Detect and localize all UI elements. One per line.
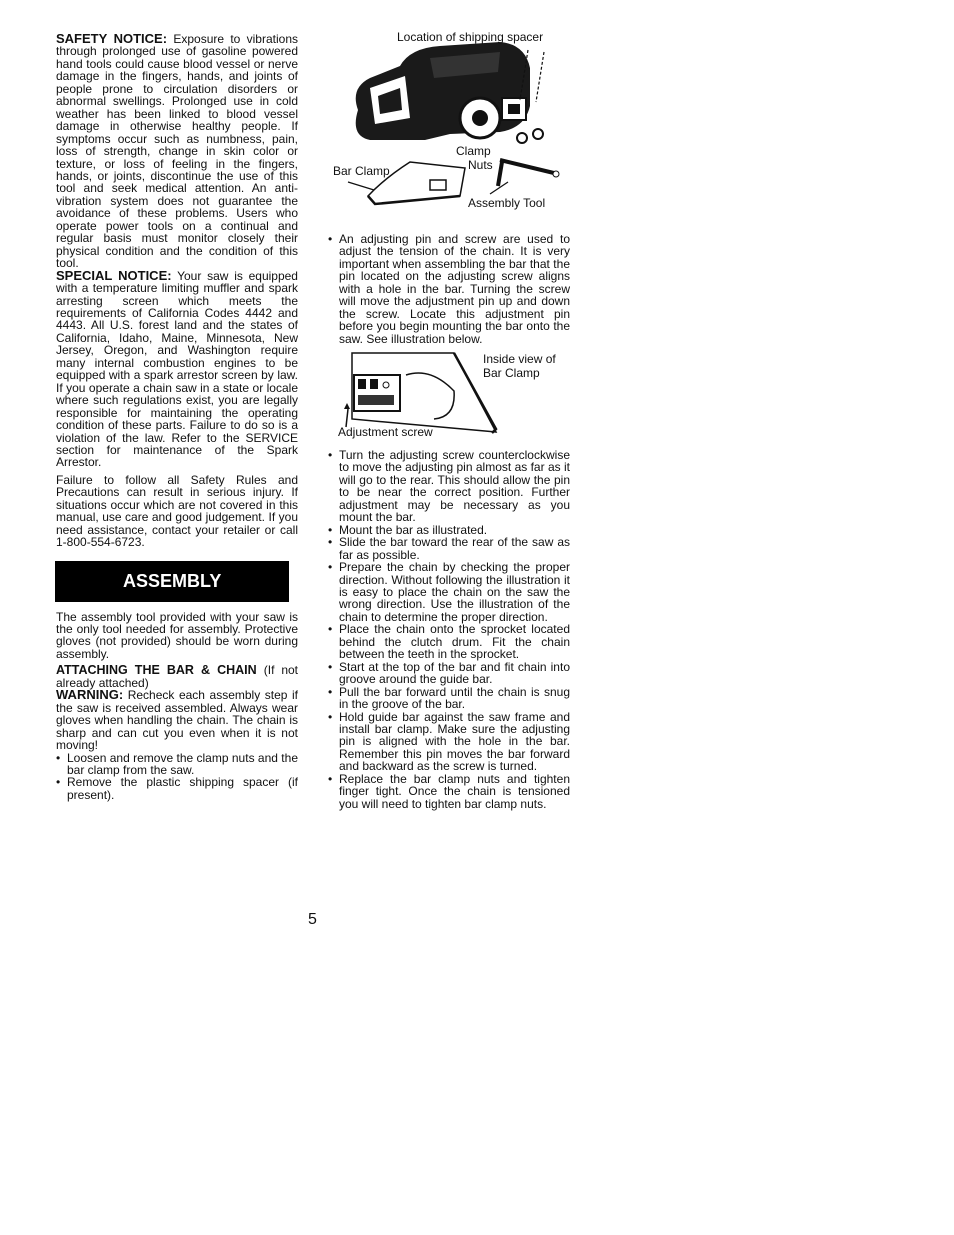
list-item: • Turn the adjusting screw counterclockwise to move the adjusting pin almost as far as it will go to the rear. This should allow the pin to be near the correct position. Further adjustment may be necessary as you mount the bar. xyxy=(328,449,570,524)
special-notice xyxy=(56,267,298,470)
safety-notice-label: SAFETY NOTICE: xyxy=(56,31,168,46)
right-column-steps xyxy=(328,449,570,810)
label-nuts: Nuts xyxy=(468,158,493,172)
label-assembly-tool: Assembly Tool xyxy=(468,196,546,210)
label-bar-clamp-2: Bar Clamp xyxy=(483,366,540,380)
safety-notice-text: Exposure to vibrations through prolonged use of gasoline powered hand tools could cause blood vessel or nerve damage in the fingers, hands, and joints of people prone to circulation disorders or abnormal swellings. Prolonged use in cold weather has been linked to blood vessel damage in otherwise healthy people. If symptoms occur such as numbness, pain, loss of strength, change in skin color or texture, or loss of feeling in the fingers, hands, or joints, discontinue the use of this tool and seek medical attention. An anti-vibration system does not guarantee the avoidance of these problems. Users who operate power tools on a continual and regular basis must monitor closely their physical condition and the condition of this tool. xyxy=(56,32,298,271)
list-item: • Slide the bar toward the rear of the saw as far as possible. xyxy=(328,536,570,561)
special-notice-text: Your saw is equipped with a temperature limiting muffler and spark arresting screen which meets the requirements of California Codes 4442 and 4443. All U.S. forest land and the states of California, Idaho, Maine, Minnesota, New Jersey, Oregon, and Washington require many internal combustion engines to be equipped with a spark arrestor screen by law. If you operate a chain saw in a state or locale where such regulations exist, you are legally responsible for maintaining the operating condition of these parts. Failure to do so is a violation of the law. Refer to the SERVICE section for maintenance of the Spark Arrestor. xyxy=(56,268,298,470)
label-adjustment-screw: Adjustment screw xyxy=(338,425,433,439)
list-item: • Start at the top of the bar and fit chain into groove around the guide bar. xyxy=(328,661,570,686)
list-item: • Pull the bar forward until the chain is snug in the groove of the bar. xyxy=(328,686,570,711)
warning-paragraph xyxy=(56,689,298,751)
intro-bullet-list xyxy=(328,233,570,345)
figure-saw-assembly xyxy=(330,28,570,218)
assembly-intro: The assembly tool provided with your saw is the only tool needed for assembly. Protective gloves (not provided) should be worn during assembly. xyxy=(56,609,298,661)
label-shipping-spacer: Location of shipping spacer xyxy=(397,30,544,44)
attach-heading xyxy=(56,664,298,689)
list-item: • Loosen and remove the clamp nuts and the bar clamp from the saw. xyxy=(56,752,298,777)
list-item: • Hold guide bar against the saw frame and install bar clamp. Make sure the adjusting pin is aligned with the hole in the bar. Remember this pin moves the bar forward and backward as the screw is turned. xyxy=(328,711,570,773)
assembly-heading: ASSEMBLY xyxy=(55,561,289,602)
saw-illustration xyxy=(330,28,570,218)
label-bar-clamp: Bar Clamp xyxy=(333,164,390,178)
warning-label: WARNING: xyxy=(56,687,124,703)
left-column xyxy=(56,33,298,801)
list-item: • Prepare the chain by checking the proper direction. Without following the illustration it is easy to place the chain on the saw the wrong direction. Use the illustration of the chain to determine the proper direction. xyxy=(328,561,570,623)
list-item: • Place the chain onto the sprocket located behind the clutch drum. Fit the chain between the teeth in the sprocket. xyxy=(328,623,570,660)
list-item: • Mount the bar as illustrated. xyxy=(328,524,570,536)
warning-text: Recheck each assembly step if the saw is received assembled. Always wear gloves when handling the chain. The chain is sharp and can cut you even when it is not moving! xyxy=(56,688,298,753)
special-notice-label: SPECIAL NOTICE: xyxy=(56,267,172,283)
list-item: • Remove the plastic shipping spacer (if present). xyxy=(56,776,298,801)
page-number: 5 xyxy=(308,911,317,928)
list-item: • Replace the bar clamp nuts and tighten finger tight. Once the chain is tensioned you will need to tighten bar clamp nuts. xyxy=(328,773,570,810)
figure-bar-clamp-inside xyxy=(336,347,572,442)
attach-heading-note: (If not already attached) xyxy=(56,663,298,690)
list-item: • An adjusting pin and screw are used to adjust the tension of the chain. It is very important when assembling the bar that the pin located on the adjusting screw aligns with a hole in the bar. Turning the screw will move the adjustment pin up and down the screw. Locate this adjustment pin before you begin mounting the bar onto the saw. See illustration below. xyxy=(328,233,570,345)
steps-bullet-list xyxy=(328,449,570,810)
right-column-intro xyxy=(328,233,570,345)
safety-notice xyxy=(56,33,298,270)
label-clamp: Clamp xyxy=(456,144,491,158)
failure-notice: Failure to follow all Safety Rules and Precautions can result in serious injury. If situations occur which are not covered in this manual, use care and good judgement. If you need assistance, contact your retailer or call 1-800-554-6723. xyxy=(56,472,298,550)
label-inside-view: Inside view of xyxy=(483,352,556,366)
left-bullet-list xyxy=(56,752,298,802)
attach-heading-title: ATTACHING THE BAR & CHAIN xyxy=(56,663,257,678)
